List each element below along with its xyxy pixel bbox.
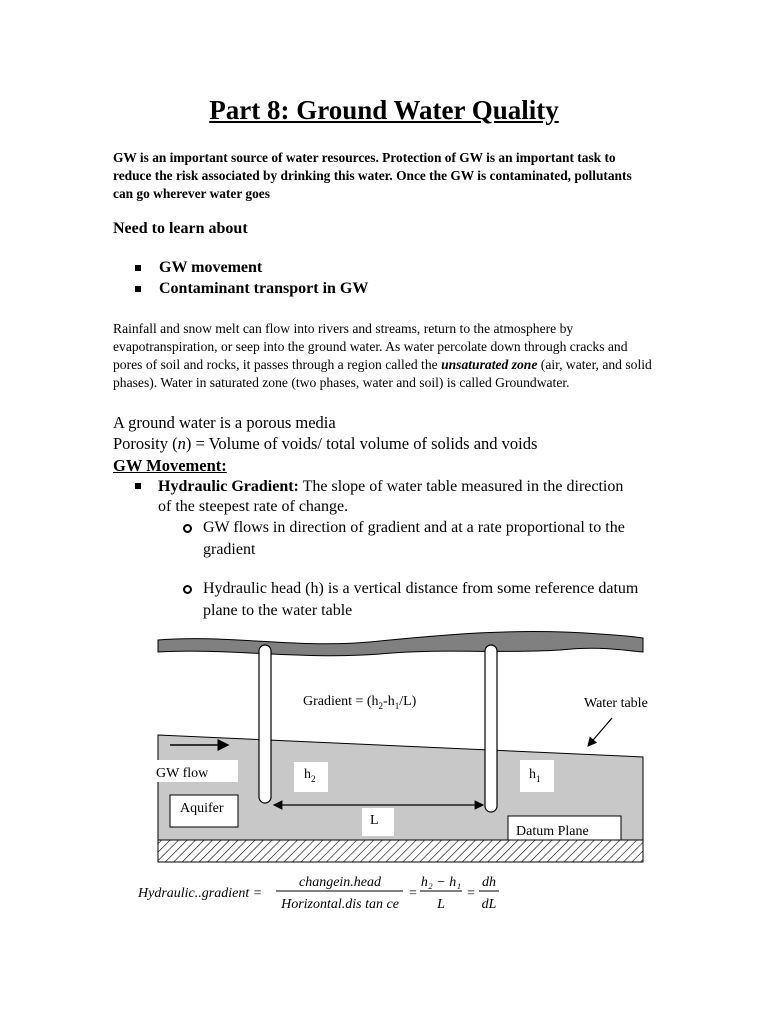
unsaturated-zone-term: unsaturated zone <box>441 357 538 372</box>
equation-denominator-3: dL <box>481 897 497 912</box>
bedrock-layer <box>158 840 643 862</box>
length-label: L <box>370 813 379 828</box>
equation-equals-3: = <box>467 886 475 901</box>
water-table-label: Water table <box>584 696 648 711</box>
list-item-label: Contaminant transport in GW <box>159 280 369 297</box>
gradient-label: Gradient = $(h_2-h_1/L)$ <box>303 694 417 711</box>
porous-media-line: A ground water is a porous media <box>113 413 336 432</box>
equation-numerator-1: changein.head <box>298 875 382 890</box>
ground-surface <box>158 632 643 656</box>
water-table-pointer <box>588 718 612 746</box>
need-heading: Need to learn about <box>113 220 248 237</box>
equation-numerator-2: h₂ − h₁ <box>420 875 462 890</box>
datum-plane-label: Datum Plane <box>516 824 589 839</box>
equation-lhs: Hydraulic..gradient = <box>138 886 263 901</box>
paragraph-text: Rainfall and snow melt can flow into rivers and streams, return to the atmosphere by evapotranspiration, or seep into the ground water. As water percolate down through cracks and pores of soil and rocks, it passes through a region called the <box>113 321 628 372</box>
aquifer-label: Aquifer <box>180 801 224 816</box>
hydraulic-gradient-definition: The slope of water table measured in the direction of the steepest rate of change. <box>158 478 624 515</box>
porosity-suffix: ) = Volume of voids/ total volume of solids and voids <box>185 434 538 453</box>
gw-flow-label: GW flow <box>156 766 209 781</box>
equation-denominator-1: Horizontal.dis tan ce <box>281 897 399 912</box>
gw-movement-heading: GW Movement: <box>113 456 227 475</box>
equation-denominator-2: L <box>437 897 445 912</box>
well-2 <box>485 645 497 812</box>
paragraph-text-end: (air, water, and solid phases). Water in saturated zone (two phases, water and soil) is called Groundwater. <box>113 357 652 390</box>
intro-paragraph: GW is an important source of water resources. Protection of GW is an important task to reduce the risk associated by drinking this water. Once the GW is contaminated, pollutants can go wherever water goes <box>113 150 632 201</box>
equation-equals-2: = <box>409 886 417 901</box>
list-item-label: GW movement <box>159 259 263 276</box>
porosity-prefix: Porosity ( <box>113 434 178 453</box>
h1-label: $h_1$ <box>529 767 541 784</box>
page-title: Part 8: Ground Water Quality <box>209 95 559 125</box>
hydraulic-gradient-equation <box>137 875 499 912</box>
hydraulic-gradient-term: Hydraulic Gradient: <box>158 478 299 495</box>
equation-numerator-3: dh <box>482 875 496 890</box>
well-1 <box>259 645 271 803</box>
sub-point-text: Hydraulic head (h) is a vertical distance from some reference datum plane to the water table <box>203 580 639 619</box>
h2-label: $h_2$ <box>304 767 316 784</box>
porosity-variable: n <box>177 434 186 453</box>
sub-point-text: GW flows in direction of gradient and at a rate proportional to the gradient <box>203 519 625 558</box>
